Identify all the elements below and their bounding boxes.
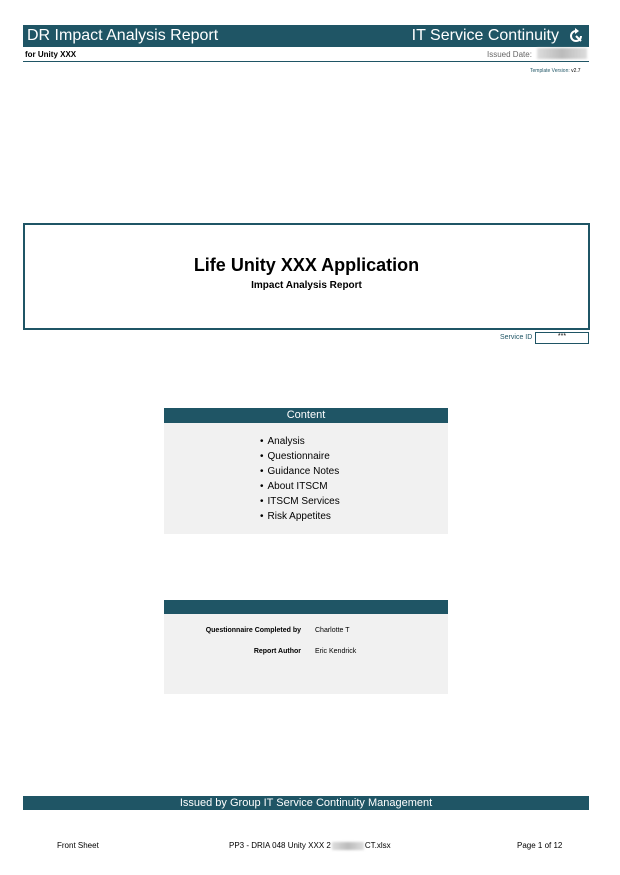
content-item: • ITSCM Services xyxy=(260,496,340,507)
content-heading: Content xyxy=(164,408,448,423)
service-id-field: *** xyxy=(535,332,589,344)
bullet-icon: • xyxy=(260,436,264,447)
content-item: • About ITSCM xyxy=(260,481,328,492)
issued-date-label: Issued Date: xyxy=(487,50,532,59)
template-version xyxy=(530,68,581,74)
template-version-label: Template Version: xyxy=(530,68,570,74)
report-title: DR Impact Analysis Report xyxy=(27,27,219,44)
template-version-value: v2.7 xyxy=(571,68,581,74)
content-item: • Risk Appetites xyxy=(260,511,331,522)
bullet-icon: • xyxy=(260,451,264,462)
content-item: • Questionnaire xyxy=(260,451,330,462)
content-panel xyxy=(164,408,448,534)
file-name xyxy=(229,841,391,850)
file-name-end: CT.xlsx xyxy=(364,841,391,850)
refresh-icon xyxy=(568,28,584,44)
title-box xyxy=(23,223,590,330)
footer-banner: Issued by Group IT Service Continuity Management xyxy=(23,796,589,810)
bullet-icon: • xyxy=(260,511,264,522)
department-title: IT Service Continuity xyxy=(411,27,559,44)
questionnaire-completed-value: Charlotte T xyxy=(315,627,350,634)
report-author-value: Eric Kendrick xyxy=(315,648,357,655)
questionnaire-completed-label: Questionnaire Completed by xyxy=(205,627,301,634)
info-heading-bar xyxy=(164,600,448,614)
sub-title: Impact Analysis Report xyxy=(251,280,362,291)
bullet-icon: • xyxy=(260,481,264,492)
content-list xyxy=(260,434,340,524)
header-rule xyxy=(23,61,589,62)
sheet-name: Front Sheet xyxy=(57,841,99,850)
file-name-start: PP3 - DRIA 048 Unity XXX 2 xyxy=(229,841,331,850)
file-name-redacted xyxy=(332,842,364,850)
content-item: • Analysis xyxy=(260,436,305,447)
service-id-label: Service ID xyxy=(500,334,533,341)
content-item: • Guidance Notes xyxy=(260,466,340,477)
header-bar xyxy=(23,25,589,47)
info-panel xyxy=(164,600,448,694)
page-number: Page 1 of 12 xyxy=(517,841,563,850)
bullet-icon: • xyxy=(260,496,264,507)
report-subtitle: for Unity XXX xyxy=(25,50,77,59)
report-author-label: Report Author xyxy=(253,648,301,655)
main-title: Life Unity XXX Application xyxy=(193,255,420,275)
issued-date-redacted xyxy=(537,48,587,59)
bullet-icon: • xyxy=(260,466,264,477)
